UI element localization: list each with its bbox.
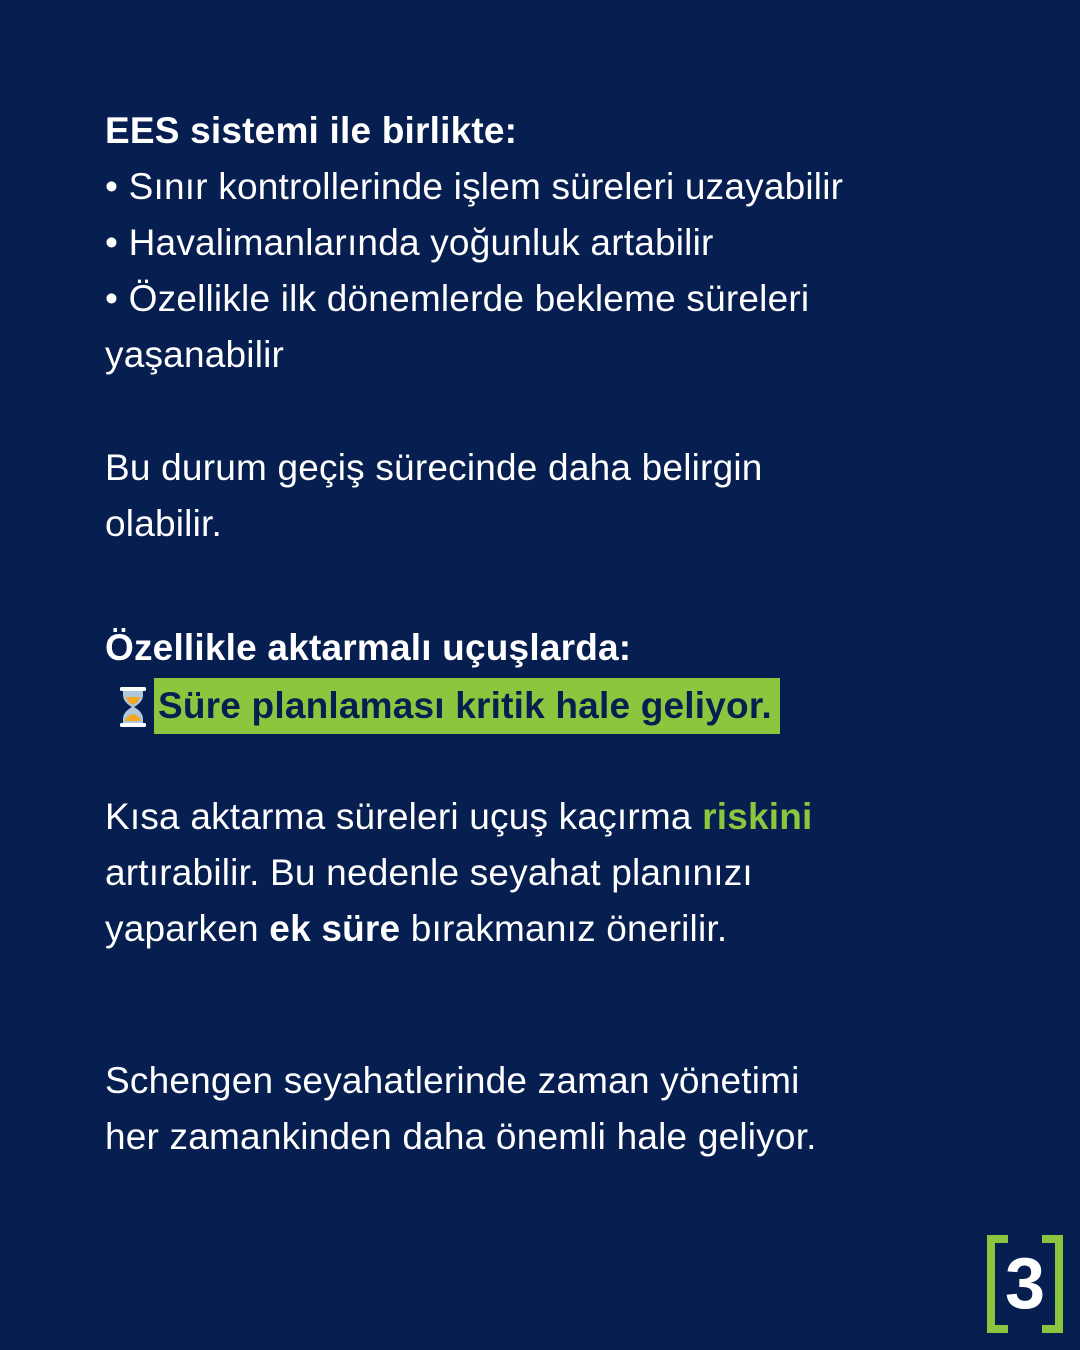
- closing-line: Schengen seyahatlerinde zaman yönetimi: [105, 1060, 800, 1101]
- paragraph-line: olabilir.: [105, 503, 222, 544]
- paragraph-text: bırakmanız önerilir.: [400, 908, 728, 949]
- page-number-badge: [986, 1234, 1064, 1334]
- paragraph-text: yaparken: [105, 908, 270, 949]
- page-number: 3: [1004, 1244, 1046, 1324]
- highlight-text: Süre planlaması kritik hale geliyor.: [154, 678, 780, 734]
- bullet-item: • Havalimanlarında yoğunluk artabilir: [105, 222, 714, 263]
- paragraph-line: [105, 901, 727, 957]
- paragraph-text: Kısa aktarma süreleri uçuş kaçırma: [105, 796, 703, 837]
- bullet-item: • Sınır kontrollerinde işlem süreleri uzayabilir: [105, 166, 844, 207]
- bullet-item-continuation: yaşanabilir: [105, 334, 285, 375]
- paragraph-line: artırabilir. Bu nedenle seyahat planınızı: [105, 852, 753, 893]
- section-heading-transfer: Özellikle aktarmalı uçuşlarda:: [105, 627, 632, 668]
- hourglass-icon: [110, 678, 154, 734]
- closing-line: her zamankinden daha önemli hale geliyor.: [105, 1116, 817, 1157]
- paragraph-line: Bu durum geçiş sürecinde daha belirgin: [105, 447, 763, 488]
- bold-phrase: ek süre: [269, 908, 401, 949]
- paragraph-line: [105, 789, 813, 845]
- section-heading-ees: EES sistemi ile birlikte:: [105, 110, 518, 151]
- bullet-item: • Özellikle ilk dönemlerde bekleme süreleri: [105, 278, 810, 319]
- accent-word: riskini: [702, 796, 813, 837]
- highlight-line: [110, 678, 780, 734]
